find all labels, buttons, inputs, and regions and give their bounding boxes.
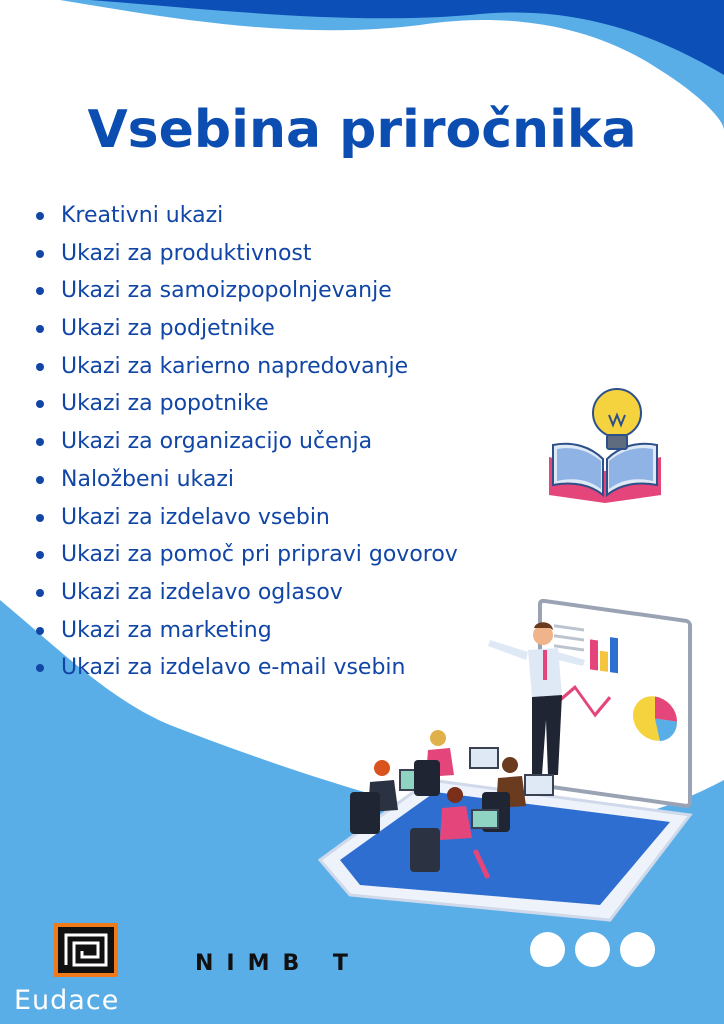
list-item — [34, 199, 458, 237]
bullet-icon — [36, 514, 44, 522]
bullet-icon — [36, 363, 44, 371]
list-item — [34, 350, 458, 388]
bullet-icon — [36, 664, 44, 672]
list-item-label: Ukazi za izdelavo e-mail vsebin — [61, 655, 406, 681]
list-item-label: Ukazi za pomoč pri pripravi govorov — [61, 542, 458, 568]
presentation-meeting-illustration — [310, 560, 710, 930]
list-item-label: Ukazi za popotnike — [61, 391, 269, 417]
bullet-icon — [36, 589, 44, 597]
list-item-label: Ukazi za marketing — [61, 617, 272, 643]
list-item-label: Ukazi za samoizpopolnjevanje — [61, 278, 392, 304]
list-item — [34, 237, 458, 275]
list-item — [34, 463, 458, 501]
list-item — [34, 312, 458, 350]
bullet-icon — [36, 250, 44, 258]
dot-icon — [620, 932, 655, 967]
list-item — [34, 387, 458, 425]
bullet-icon — [36, 551, 44, 559]
list-item-label: Ukazi za organizacijo učenja — [61, 429, 373, 455]
bullet-icon — [36, 287, 44, 295]
list-item — [34, 425, 458, 463]
eudace-logo — [12, 921, 162, 1021]
list-item-label: Kreativni ukazi — [61, 203, 224, 228]
dot-icon — [575, 932, 610, 967]
dot-icon — [530, 932, 565, 967]
bullet-icon — [36, 476, 44, 484]
list-item-label: Naložbeni ukazi — [61, 466, 235, 492]
eudace-wordmark: Eudace — [14, 985, 120, 1016]
list-item-label: Ukazi za karierno napredovanje — [61, 353, 409, 379]
list-item-label: Ukazi za produktivnost — [61, 240, 312, 266]
bullet-icon — [36, 212, 44, 220]
eudace-mark-icon — [52, 921, 120, 979]
nimbot-logo — [195, 948, 361, 978]
bullet-icon — [36, 325, 44, 333]
page-title: Vsebina priročnika — [87, 100, 637, 160]
bullet-icon — [36, 400, 44, 408]
bullet-icon — [36, 438, 44, 446]
bullet-icon — [36, 627, 44, 635]
list-item-label: Ukazi za podjetnike — [61, 316, 275, 342]
decorative-dots — [530, 932, 655, 968]
list-item — [34, 501, 458, 539]
list-item-label: Ukazi za izdelavo oglasov — [61, 579, 343, 605]
open-book-lightbulb-icon — [545, 385, 665, 505]
list-item-label: Ukazi za izdelavo vsebin — [61, 504, 330, 530]
list-item — [34, 274, 458, 312]
nimbot-wordmark: NIMB T — [195, 950, 361, 976]
